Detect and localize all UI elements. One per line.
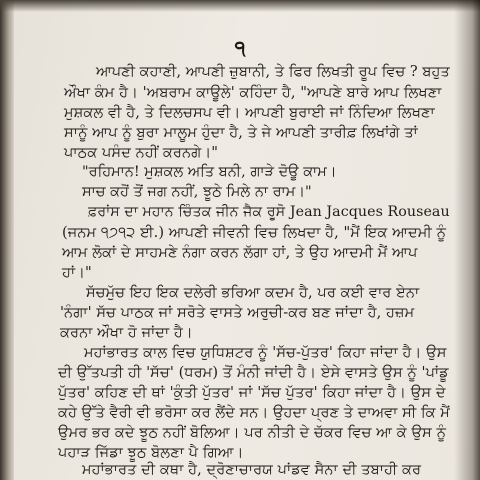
text-line: ਸੱਚਮੁੱਚ ਇਹ ਇਕ ਦਲੇਰੀ ਭਰਿਆ ਕਦਮ ਹੈ, ਪਰ ਕਈ ਵਾਰ ਏਨਾ	[86, 284, 420, 301]
text-line: ਪਾਠਕ ਪਸੰਦ ਨਹੀਂ ਕਰਨਗੇ।"	[64, 144, 218, 161]
text-line: ਕਹੇ ਉੱਤੇ ਵੈਰੀ ਵੀ ਭਰੋਸਾ ਕਰ ਲੈਂਦੇ ਸਨ। ਉਹਦਾ ਪ੍ਰਣ ਤੇ ਦਾਅਵਾ ਸੀ ਕਿ ਮੈਂ	[58, 404, 450, 421]
page-binding-edge	[0, 0, 14, 480]
text-line: ਆਪਣੀ ਕਹਾਣੀ, ਆਪਣੀ ਜ਼ੁਬਾਨੀ, ਤੇ ਫਿਰ ਲਿਖਤੀ ਰੂਪ ਵਿਚ ? ਬਹੁਤ	[96, 64, 450, 80]
page-number: ੧	[234, 36, 246, 60]
text-line: ਪਹਾੜ ਜਿੱਡਾ ਝੂਠ ਬੋਲਣਾ ਪੈ ਗਿਆ।	[58, 444, 244, 461]
couplet-line: "ਰਹਿਮਾਨ! ਮੁਸ਼ਕਲ ਅਤਿ ਬਨੀ, ਗਾੜੇ ਦੋਊ ਕਾਮ।	[82, 164, 337, 180]
text-line: ਮਹਾਂਭਾਰਤ ਦੀ ਕਥਾ ਹੈ, ਦ੍ਰੋਣਾਚਾਰਯ ਪਾਂਡਵ ਸੈਨਾ ਦੀ ਤਬਾਹੀ ਕਰ	[82, 461, 422, 478]
couplet-line: ਸਾਚ ਕਹੋਂ ਤੋਂ ਜਗ ਨਹੀਂ, ਝੂਠੇ ਮਿਲੇ ਨਾ ਰਾਮ।"	[82, 184, 312, 200]
text-line: ਉਮਰ ਭਰ ਕਦੇ ਝੂਠ ਨਹੀਂ ਬੋਲਿਆ। ਪਰ ਨੀਤੀ ਦੇ ਚੱਕਰ ਵਿਚ ਆ ਕੇ ਉਸ ਨੂੰ	[58, 424, 447, 441]
text-line: ਹਾਂ।"	[62, 264, 92, 281]
text-line: 'ਨੰਗਾ' ਸੱਚ ਪਾਠਕ ਜਾਂ ਸਰੋਤੇ ਵਾਸਤੇ ਅਰੁਚੀ-ਕਰ ਬਣ ਜਾਂਦਾ ਹੈ, ਹਜ਼ਮ	[60, 304, 415, 321]
text-line: ਆਮ ਲੋਕਾਂ ਦੇ ਸਾਹਮਣੇ ਨੰਗਾ ਕਰਨ ਲੱਗਾ ਹਾਂ, ਤੇ ਉਹ ਆਦਮੀ ਮੈਂ ਆਪ	[62, 244, 418, 261]
text-line: ਔਖਾ ਕੰਮ ਹੈ। 'ਅਬਰਾਮ ਕਾਊਲੇ' ਕਹਿੰਦਾ ਹੈ, "ਆਪਣੇ ਬਾਰੇ ਆਪ ਲਿਖਣਾ	[64, 84, 442, 101]
text-line: ਮੁਸ਼ਕਲ ਵੀ ਹੈ, ਤੇ ਦਿਲਚਸਪ ਵੀ। ਆਪਣੀ ਬੁਰਾਈ ਜਾਂ ਨਿੰਦਿਆ ਲਿਖਣਾ	[64, 104, 435, 121]
text-line: ਕਰਨਾ ਔਖਾ ਹੋ ਜਾਂਦਾ ਹੈ।	[60, 324, 193, 341]
text-line: ਪੁੱਤਰ' ਕਹਿਣ ਦੀ ਥਾਂ 'ਕੁੰਤੀ ਪੁੱਤਰ' ਜਾਂ 'ਸੱਚ ਪੁੱਤਰ' ਕਿਹਾ ਜਾਂਦਾ ਹੈ। ਉਸ ਦੇ	[58, 384, 446, 401]
top-edge-shadow	[0, 0, 480, 12]
text-line: ਦੀ ਉੱਤਪਤੀ ਹੀ 'ਸੱਚ' (ਧਰਮ) ਤੋਂ ਮੰਨੀ ਜਾਂਦੀ ਹੈ। ਏਸੇ ਵਾਸਤੇ ਉਸ ਨੂੰ 'ਪਾਂਡੂ	[58, 364, 449, 381]
text-line: ਮਹਾਂਭਾਰਤ ਕਾਲ ਵਿਚ ਯੁਧਿਸ਼ਟਰ ਨੂੰ 'ਸੱਚ-ਪੁੱਤਰ' ਕਿਹਾ ਜਾਂਦਾ ਹੈ। ਉਸ	[84, 344, 447, 361]
text-line: ਸਾਨੂੰ ਆਪ ਨੂੰ ਬੁਰਾ ਮਾਲੂਮ ਹੁੰਦਾ ਹੈ, ਤੇ ਜੇ ਆਪਣੀ ਤਾਰੀਫ਼ ਲਿਖਾਂਗੇ ਤਾਂ	[64, 124, 418, 141]
text-line: ਫ਼ਰਾਂਸ ਦਾ ਮਹਾਨ ਚਿੰਤਕ ਜੀਨ ਜੈਕ ਰੂਸੋ Jean Jacques Rouseau	[88, 204, 450, 220]
page-curl-shadow	[454, 0, 480, 480]
text-line: (ਜਨਮ ੧੭੧੨ ਈ.) ਆਪਣੀ ਜੀਵਨੀ ਵਿਚ ਲਿਖਦਾ ਹੈ, "ਮੈਂ ਇਕ ਆਦਮੀ ਨੂੰ	[62, 224, 446, 241]
